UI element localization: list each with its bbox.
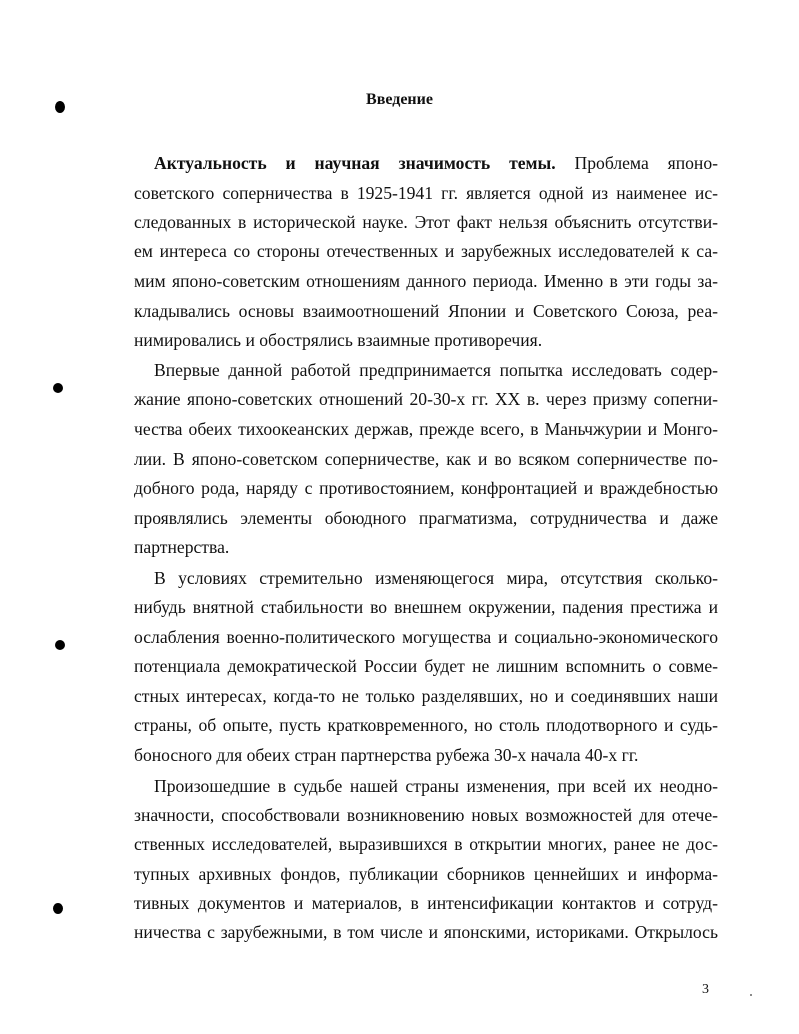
text-line: тупных архивных фондов, публикации сборников ценнейших и информа- — [134, 864, 718, 884]
text-line: нибудь внятной стабильности во внешнем окружении, падения престижа и — [134, 597, 718, 617]
text-line: ственных исследователей, выразившихся в открытии многих, ранее не дос- — [134, 834, 718, 854]
text-line: тивных документов и материалов, в интенсификации контактов и сотруд- — [134, 893, 718, 913]
page-title: Введение — [366, 91, 433, 108]
binding-hole-mark — [53, 903, 63, 914]
text-line: кладывались основы взаимоотношений Японии и Советского Союза, реа- — [134, 301, 718, 321]
text-line: потенциала демократической России будет не лишним вспомнить о совме- — [134, 656, 718, 676]
binding-hole-mark — [53, 383, 63, 393]
text-line: ем интереса со стороны отечественных и зарубежных исследователей к са- — [134, 241, 718, 261]
text-line: В условиях стремительно изменяющегося мира, отсутствия сколько- — [154, 568, 718, 588]
text-line: ничества с зарубежными, в том числе и японскими, историками. Открылось — [134, 922, 718, 942]
text-line-1 — [154, 152, 718, 174]
text-line: жание японо-советских отношений 20-30-х гг. XX в. через призму сопerни- — [134, 389, 718, 409]
text-line: боносного для обеих стран партнерства рубежа 30-х начала 40-х гг. — [134, 745, 639, 765]
text-line: Произошедшие в судьбе нашей страны изменения, при всей их неодно- — [154, 776, 718, 796]
scan-speck — [750, 994, 752, 996]
text-line: значности, способствовали возникновению новых возможностей для отече- — [134, 805, 718, 825]
text-line: страны, об опыте, пусть кратковременного, но столь плодотворного и судь- — [134, 715, 718, 735]
text-line: нимировались и обострялись взаимные противоречия. — [134, 330, 543, 350]
section-heading: Актуальность и научная значимость темы. — [154, 153, 556, 173]
text-line: партнерства. — [134, 537, 230, 557]
text-line: Впервые данной работой предпринимается попытка исследовать содер- — [154, 360, 718, 380]
text-line: добного рода, наряду с противостоянием, конфронтацией и враждебностью — [134, 478, 718, 498]
text-line: мим японо-советским отношениям данного периода. Именно в эти годы за- — [134, 271, 718, 291]
text-line: чества обеих тихоокеанских держав, прежде всего, в Маньчжурии и Монго- — [134, 419, 718, 439]
text-line: лии. В японо-советском соперничестве, как и во всяком соперничестве по- — [134, 449, 718, 469]
binding-hole-mark — [55, 640, 65, 650]
text-line: ослабления военно-политического могущества и социально-экономического — [134, 627, 718, 647]
text-line: следованных в исторической науке. Этот факт нельзя объяснить отсутстви- — [134, 212, 718, 232]
text-line: советского соперничества в 1925-1941 гг. является одной из наименее ис- — [134, 183, 718, 203]
page-number: 3 — [702, 982, 709, 997]
text-line-1-rest: Проблема японо- — [555, 153, 718, 173]
text-line: проявлялись элементы обоюдного прагматизма, сотрудничества и даже — [134, 508, 718, 528]
text-line: стных интересах, когда-то не только разделявших, но и соединявших наши — [134, 686, 718, 706]
